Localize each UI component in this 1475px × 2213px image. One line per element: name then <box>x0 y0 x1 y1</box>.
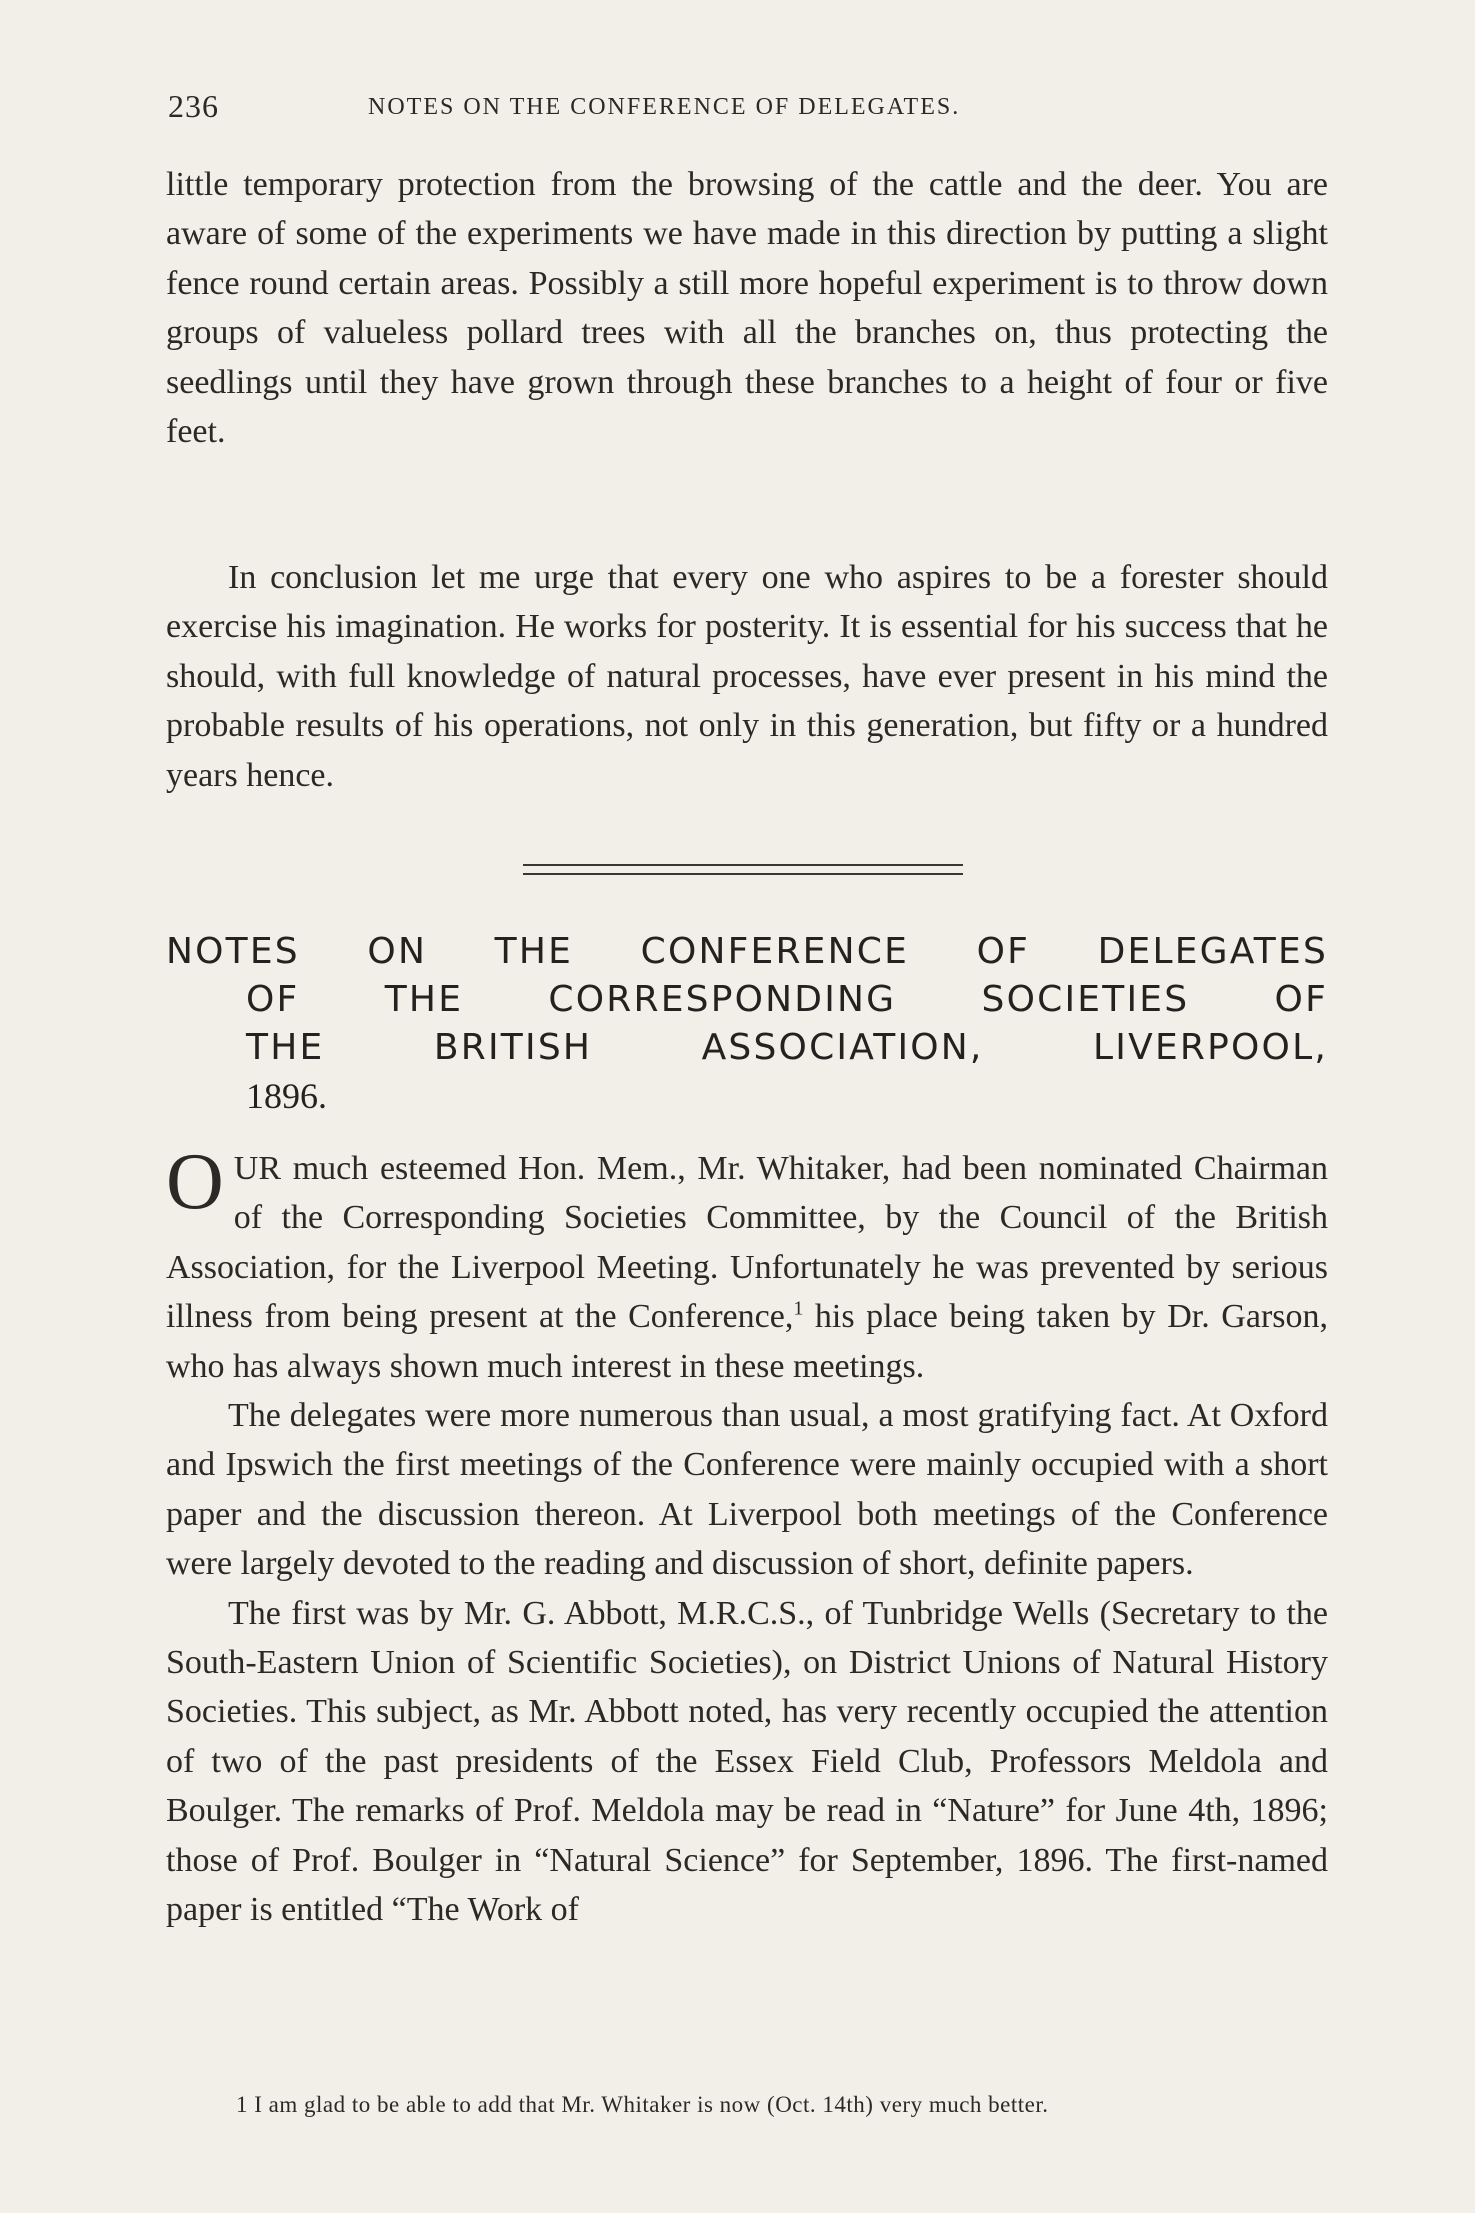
page-number: 236 <box>168 88 219 124</box>
opening-paragraph <box>166 1138 1329 1391</box>
title-line: NOTES ON THE CONFERENCE OF DELEGATES <box>166 931 1328 972</box>
running-head <box>168 88 1328 132</box>
footnote-marker[interactable]: 1 <box>793 1297 804 1320</box>
opening-text: UR much esteemed Hon. Mem., Mr. Whitaker, had been nominated Chairman of the Corresponding Societies Committee, by the Council of the British Association, for the Liverpool Meeting. Unfortunately he was prevented by serious illness from being present at the Conference, <box>166 1150 1328 1336</box>
continued-paragraph <box>166 160 1328 456</box>
section-body <box>166 1138 1329 1935</box>
opening-text-continued: his place being taken by Dr. Garson, who has always shown much interest in these meetings. <box>166 1298 1329 1385</box>
title-line: THE BRITISH ASSOCIATION, LIVERPOOL, <box>246 1027 1328 1068</box>
footnote: 1 I am glad to be able to add that Mr. Whitaker is now (Oct. 14th) very much better. <box>236 2092 1049 2117</box>
double-rule-divider <box>523 864 963 875</box>
section-title <box>166 928 1328 1120</box>
paragraph: little temporary protection from the browsing of the cattle and the deer. You are aware of some of the experiments we have made in this direction by putting a slight fence round certain areas. Possibly a still more hopeful experiment is to throw down groups of valueless pollard trees with all the branches on, thus protecting the seedlings until they have grown through these branches to a height of four or five feet. <box>166 166 1328 451</box>
drop-cap: O <box>166 1138 224 1226</box>
title-line: OF THE CORRESPONDING SOCIETIES OF <box>246 979 1328 1020</box>
paragraph: In conclusion let me urge that every one who aspires to be a forester should exercise his imagination. He works for posterity. It is essential for his success that he should, with full knowledge of natural processes, have ever present in his mind the probable results of his operations, not only in this generation, but fifty or a hundred years hence. <box>166 559 1328 794</box>
title-line: 1896. <box>246 1076 327 1116</box>
paragraph: The delegates were more numerous than usual, a most gratifying fact. At Oxford and Ipswich the first meetings of the Conference were mainly occupied with a short paper and the discussion thereon. At Liverpool both meetings of the Conference were largely devoted to the reading and discussion of short, definite papers. <box>166 1397 1328 1583</box>
conclusion-paragraph <box>166 553 1328 800</box>
paragraph: The first was by Mr. G. Abbott, M.R.C.S., of Tunbridge Wells (Secretary to the South-Eastern Union of Scientific Societies), on District Unions of Natural History Societies. This subject, as Mr. Abbott noted, has very recently occupied the attention of two of the past presidents of the Essex Field Club, Professors Meldola and Boulger. The remarks of Prof. Meldola may be read in “Nature” for June 4th, 1896; those of Prof. Boulger in “Natural Science” for September, 1896. The first-named paper is entitled “The Work of <box>166 1594 1328 1929</box>
running-title: NOTES ON THE CONFERENCE OF DELEGATES. <box>368 94 961 120</box>
